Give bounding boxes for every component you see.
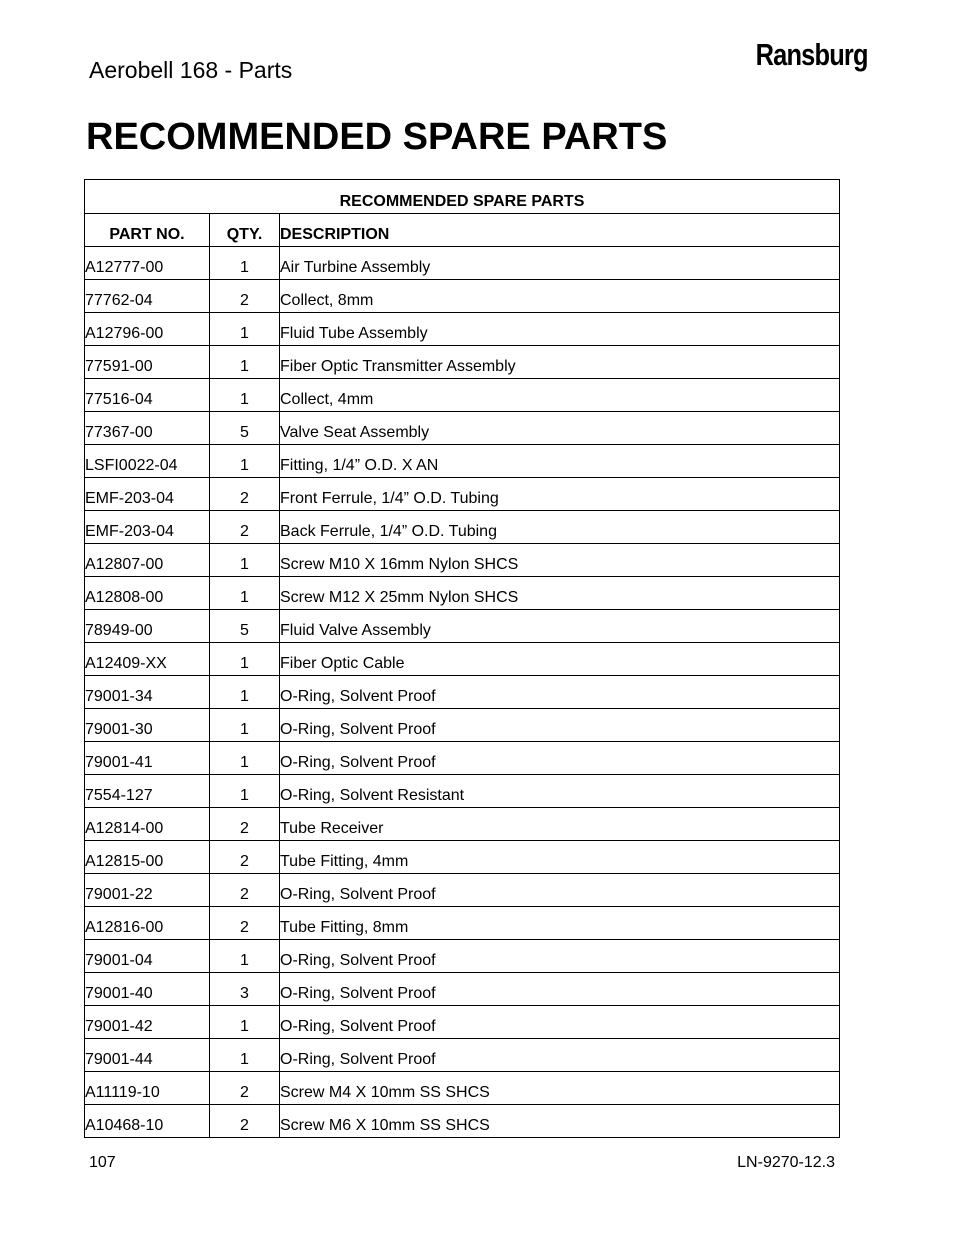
cell-description: Screw M12 X 25mm Nylon SHCS xyxy=(280,577,840,610)
cell-part-no: A12816-00 xyxy=(85,907,210,940)
cell-qty: 1 xyxy=(210,709,280,742)
cell-description: O-Ring, Solvent Proof xyxy=(280,874,840,907)
cell-part-no: A10468-10 xyxy=(85,1105,210,1138)
cell-qty: 2 xyxy=(210,511,280,544)
cell-qty: 1 xyxy=(210,544,280,577)
table-row xyxy=(85,1072,840,1105)
cell-part-no: A12409-XX xyxy=(85,643,210,676)
table-row xyxy=(85,775,840,808)
cell-part-no: LSFI0022-04 xyxy=(85,445,210,478)
cell-description: Front Ferrule, 1/4” O.D. Tubing xyxy=(280,478,840,511)
table-caption-row xyxy=(85,180,840,214)
cell-qty: 1 xyxy=(210,577,280,610)
table-row xyxy=(85,676,840,709)
cell-description: Collect, 8mm xyxy=(280,280,840,313)
cell-description: Fluid Tube Assembly xyxy=(280,313,840,346)
cell-part-no: 79001-44 xyxy=(85,1039,210,1072)
table-row xyxy=(85,973,840,1006)
cell-qty: 2 xyxy=(210,1072,280,1105)
cell-qty: 2 xyxy=(210,874,280,907)
cell-part-no: 77762-04 xyxy=(85,280,210,313)
cell-description: Fitting, 1/4” O.D. X AN xyxy=(280,445,840,478)
cell-qty: 1 xyxy=(210,1039,280,1072)
table-row xyxy=(85,544,840,577)
cell-qty: 1 xyxy=(210,676,280,709)
cell-part-no: A12807-00 xyxy=(85,544,210,577)
cell-part-no: 79001-34 xyxy=(85,676,210,709)
cell-part-no: 79001-42 xyxy=(85,1006,210,1039)
page-title: RECOMMENDED SPARE PARTS xyxy=(86,116,668,158)
cell-part-no: A12777-00 xyxy=(85,247,210,280)
cell-description: Tube Fitting, 8mm xyxy=(280,907,840,940)
page-number: 107 xyxy=(89,1154,116,1171)
cell-part-no: 79001-30 xyxy=(85,709,210,742)
cell-part-no: 78949-00 xyxy=(85,610,210,643)
cell-part-no: A11119-10 xyxy=(85,1072,210,1105)
document-subtitle: Aerobell 168 - Parts xyxy=(89,57,293,83)
cell-description: O-Ring, Solvent Proof xyxy=(280,940,840,973)
table-header-row xyxy=(85,214,840,247)
spare-parts-table xyxy=(84,179,840,1138)
table-row xyxy=(85,313,840,346)
cell-description: O-Ring, Solvent Proof xyxy=(280,742,840,775)
cell-description: O-Ring, Solvent Resistant xyxy=(280,775,840,808)
cell-qty: 1 xyxy=(210,313,280,346)
table-row xyxy=(85,940,840,973)
cell-part-no: 77367-00 xyxy=(85,412,210,445)
table-row xyxy=(85,478,840,511)
cell-part-no: 79001-40 xyxy=(85,973,210,1006)
cell-qty: 2 xyxy=(210,907,280,940)
cell-description: O-Ring, Solvent Proof xyxy=(280,973,840,1006)
cell-qty: 1 xyxy=(210,940,280,973)
cell-qty: 1 xyxy=(210,247,280,280)
cell-qty: 2 xyxy=(210,808,280,841)
cell-qty: 1 xyxy=(210,643,280,676)
cell-description: Screw M4 X 10mm SS SHCS xyxy=(280,1072,840,1105)
cell-description: Fiber Optic Cable xyxy=(280,643,840,676)
table-row xyxy=(85,247,840,280)
document-code: LN-9270-12.3 xyxy=(737,1154,835,1171)
cell-part-no: A12808-00 xyxy=(85,577,210,610)
cell-part-no: 77516-04 xyxy=(85,379,210,412)
cell-part-no: A12814-00 xyxy=(85,808,210,841)
cell-qty: 5 xyxy=(210,412,280,445)
table-body xyxy=(85,247,840,1138)
cell-part-no: 77591-00 xyxy=(85,346,210,379)
table-row xyxy=(85,1006,840,1039)
cell-description: Screw M6 X 10mm SS SHCS xyxy=(280,1105,840,1138)
cell-qty: 1 xyxy=(210,775,280,808)
cell-qty: 1 xyxy=(210,742,280,775)
cell-description: O-Ring, Solvent Proof xyxy=(280,1039,840,1072)
cell-qty: 2 xyxy=(210,280,280,313)
table-row xyxy=(85,610,840,643)
cell-description: O-Ring, Solvent Proof xyxy=(280,676,840,709)
cell-description: Fiber Optic Transmitter Assembly xyxy=(280,346,840,379)
table-row xyxy=(85,412,840,445)
cell-description: O-Ring, Solvent Proof xyxy=(280,709,840,742)
column-header-part-no: PART NO. xyxy=(85,214,210,247)
cell-qty: 1 xyxy=(210,379,280,412)
table-caption: RECOMMENDED SPARE PARTS xyxy=(85,180,840,214)
cell-description: Fluid Valve Assembly xyxy=(280,610,840,643)
table-row xyxy=(85,874,840,907)
table-row xyxy=(85,709,840,742)
cell-description: O-Ring, Solvent Proof xyxy=(280,1006,840,1039)
cell-description: Air Turbine Assembly xyxy=(280,247,840,280)
cell-part-no: EMF-203-04 xyxy=(85,511,210,544)
cell-qty: 2 xyxy=(210,1105,280,1138)
table-row xyxy=(85,346,840,379)
table-row xyxy=(85,1039,840,1072)
column-header-description: DESCRIPTION xyxy=(280,214,840,247)
cell-description: Screw M10 X 16mm Nylon SHCS xyxy=(280,544,840,577)
table-row xyxy=(85,808,840,841)
table-row xyxy=(85,907,840,940)
cell-description: Collect, 4mm xyxy=(280,379,840,412)
table-row xyxy=(85,742,840,775)
table-row xyxy=(85,577,840,610)
cell-qty: 2 xyxy=(210,478,280,511)
cell-part-no: A12815-00 xyxy=(85,841,210,874)
cell-part-no: 79001-22 xyxy=(85,874,210,907)
cell-qty: 1 xyxy=(210,445,280,478)
cell-qty: 1 xyxy=(210,1006,280,1039)
cell-part-no: A12796-00 xyxy=(85,313,210,346)
table-row xyxy=(85,280,840,313)
cell-part-no: 79001-04 xyxy=(85,940,210,973)
cell-description: Tube Receiver xyxy=(280,808,840,841)
column-header-qty: QTY. xyxy=(210,214,280,247)
cell-qty: 3 xyxy=(210,973,280,1006)
cell-description: Back Ferrule, 1/4” O.D. Tubing xyxy=(280,511,840,544)
cell-qty: 5 xyxy=(210,610,280,643)
cell-description: Valve Seat Assembly xyxy=(280,412,840,445)
table-row xyxy=(85,841,840,874)
table-row xyxy=(85,643,840,676)
cell-description: Tube Fitting, 4mm xyxy=(280,841,840,874)
table-row xyxy=(85,445,840,478)
cell-part-no: 79001-41 xyxy=(85,742,210,775)
brand-logo: Ransburg xyxy=(755,37,868,72)
cell-part-no: 7554-127 xyxy=(85,775,210,808)
cell-qty: 2 xyxy=(210,841,280,874)
table-row xyxy=(85,511,840,544)
table-row xyxy=(85,379,840,412)
cell-qty: 1 xyxy=(210,346,280,379)
cell-part-no: EMF-203-04 xyxy=(85,478,210,511)
table-row xyxy=(85,1105,840,1138)
